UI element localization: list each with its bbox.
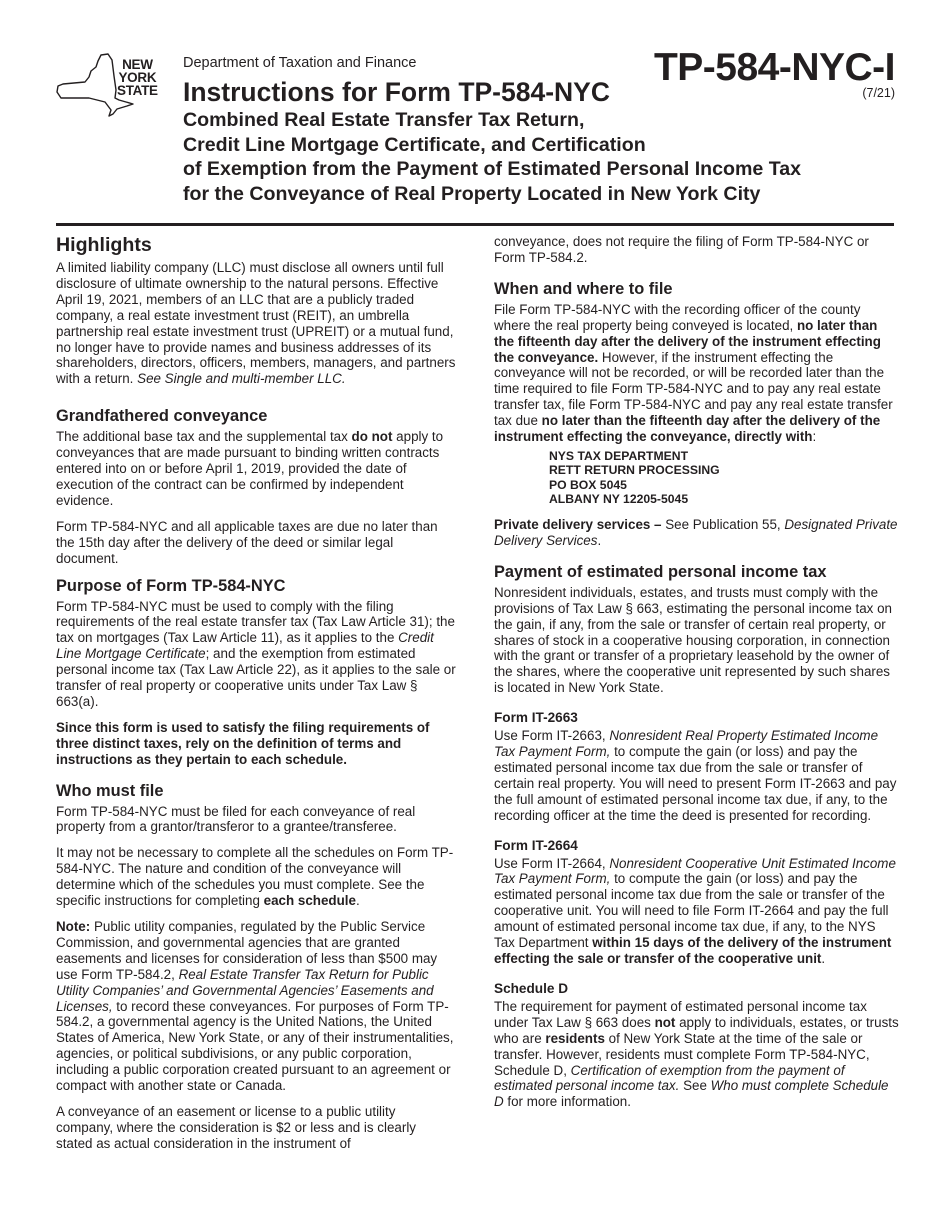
payment-heading: Payment of estimated personal income tax: [494, 562, 827, 581]
mailing-address: [549, 449, 899, 507]
highlights-heading: Highlights: [56, 234, 152, 256]
address-line: RETT RETURN PROCESSING: [549, 463, 720, 478]
address-line: ALBANY NY 12205-5045: [549, 492, 689, 507]
who-must-file-paragraph: Form TP-584-NYC must be filed for each conveyance of real property from a grantor/transferor to a grantee/transferee.: [56, 803, 416, 835]
form-number: TP-584-NYC-I: [653, 46, 895, 89]
it2663-heading: Form IT-2663: [494, 710, 578, 726]
when-where-heading: When and where to file: [494, 279, 673, 298]
it2664-paragraph: Use Form IT-2664, Nonresident Cooperative Unit Estimated Income Tax Payment Form, to compute the gain (or loss) and pay the estimated personal income tax due from the sale or transfer of the cooperative unit. You will need to file Form IT-2664 and pay the full amount of estimated personal income tax due, if any, to the NYS Tax Department within 15 days of the delivery of the instrument effecting the sale or transfer of the cooperative unit.: [494, 855, 896, 966]
schedule-d-heading: Schedule D: [494, 980, 569, 996]
right-column: [494, 234, 899, 1120]
payment-paragraph: Nonresident individuals, estates, and trusts must comply with the provisions of Tax Law § 663, estimating the personal income tax on the gain, if any, from the sale or transfer of certain real property, or shares of stock in a cooperative housing corporation, in connection with the grant or transfer of a proprietary leasehold by the owner of the shares, where the cooperative unit represented by such shares is located in New York State.: [494, 584, 892, 696]
purpose-heading: Purpose of Form TP-584-NYC: [56, 576, 286, 595]
logo-line: YORK: [118, 70, 157, 85]
subtitle-line: for the Conveyance of Real Property Located in New York City: [183, 182, 761, 205]
when-where-paragraph: File Form TP-584-NYC with the recording officer of the county where the real property being conveyed is located, no later than the fifteenth day after the delivery of the instrument effecting the conveyance. However, if the instrument effecting the conveyance will not be recorded, or will be recorded later than the time required to file Form TP-584-NYC and to pay any real estate transfer tax, file Form TP-584-NYC and pay any real estate transfer tax due no later than the fifteenth day after the delivery of the instrument effecting the conveyance, directly with:: [494, 301, 893, 445]
grandfathered-due-paragraph: Form TP-584-NYC and all applicable taxes are due no later than the 15th day after the delivery of the deed or similar legal document.: [56, 518, 438, 566]
left-column: [56, 234, 456, 1162]
logo-wordmark: [117, 58, 158, 97]
schedules-paragraph: It may not be necessary to complete all the schedules on Form TP-584-NYC. The nature and condition of the conveyance will determine which of the schedules you must complete. See the specific instructions for completing each schedule.: [56, 845, 454, 909]
it2664-heading: Form IT-2664: [494, 837, 578, 853]
grandfathered-paragraph: The additional base tax and the supplemental tax do not apply to conveyances that are made pursuant to binding written contracts entered into on or before April 1, 2019, provided the date of execution of the contract can be confirmed by independent evidence.: [56, 429, 444, 508]
address-line: PO BOX 5045: [549, 477, 627, 492]
purpose-paragraph: Form TP-584-NYC must be used to comply with the filing requirements of the real estate transfer tax (Tax Law Article 31); the tax on mortgages (Tax Law Article 11), as it applies to the Credit Line Mortgage Certificate; and the exemption from estimated personal income tax (Tax Law Article 22), as it applies to the sale or transfer of real property or cooperative units under Tax Law § 663(a).: [56, 598, 456, 709]
schedule-d-paragraph: The requirement for payment of estimated personal income tax under Tax Law § 663 does not apply to individuals, estates, or trusts who are residents of New York State at the time of the sale or transfer. However, residents must complete Form TP-584-NYC, Schedule D, Certification of exemption from the payment of estimated personal income tax. See Who must complete Schedule D for more information.: [494, 998, 899, 1110]
subtitle-line: of Exemption from the Payment of Estimated Personal Income Tax: [183, 158, 802, 180]
who-must-file-heading: Who must file: [56, 781, 164, 800]
address-line: NYS TAX DEPARTMENT: [549, 448, 689, 463]
grandfathered-heading: Grandfathered conveyance: [56, 407, 268, 426]
note-paragraph: Note: Public utility companies, regulated by the Public Service Commission, and governmental agencies that are granted easements and licenses for consideration of less than $500 may use Form TP-584.2, Real Estate Transfer Tax Return for Public Utility Companies’ and Governmental Agencies’ Easements and Licenses, to record these conveyances. For purposes of Form TP-584.2, a governmental agency is the United Nations, the United States of America, New York State, or any of their instrumentalities, agencies, or political subdivisions, or any public corporation, including a public corporation created pursuant to an agreement or compact with another state or Canada.: [56, 919, 454, 1094]
revision-date: (7/21): [862, 86, 895, 100]
department-name: Department of Taxation and Finance: [183, 55, 417, 71]
easement-paragraph: A conveyance of an easement or license to a public utility company, where the consideration is $2 or less and is clearly stated as actual consideration in the instrument of: [56, 1103, 416, 1151]
subtitle-line: Credit Line Mortgage Certificate, and Certification: [183, 133, 646, 156]
continued-paragraph: conveyance, does not require the filing of Form TP-584-NYC or Form TP-584.2.: [494, 234, 869, 265]
logo-line: NEW: [122, 57, 153, 72]
page-subtitle: [183, 108, 903, 206]
private-delivery-paragraph: Private delivery services – See Publication 55, Designated Private Delivery Services.: [494, 516, 898, 548]
header-divider: [56, 223, 894, 226]
highlights-paragraph: A limited liability company (LLC) must disclose all owners until full disclosure of ultimate ownership to the natural persons. Effective April 19, 2021, members of an LLC that are a publicly traded company, a real estate investment trust (REIT), an umbrella partnership real estate investment trust (UPREIT) or a mutual fund, no longer have to provide names and business addresses of its shareholders, directors, officers, members, managers, and partners with a return. See Single and multi-member LLC.: [56, 260, 456, 387]
purpose-bold-paragraph: Since this form is used to satisfy the filing requirements of three distinct taxes, rely on the definition of terms and instructions as they pertain to each schedule.: [56, 719, 430, 767]
it2663-paragraph: Use Form IT-2663, Nonresident Real Property Estimated Income Tax Payment Form, to compute the gain (or loss) and pay the estimated personal income tax due from the sale or transfer of certain real property. You will need to present Form IT-2663 and pay the full amount of estimated personal income tax due, if any, to the recording officer at the time the deed is presented for recording.: [494, 728, 897, 823]
page-title: Instructions for Form TP-584-NYC: [183, 77, 610, 107]
logo-line: STATE: [117, 83, 158, 98]
subtitle-line: Combined Real Estate Transfer Tax Return,: [183, 109, 585, 131]
